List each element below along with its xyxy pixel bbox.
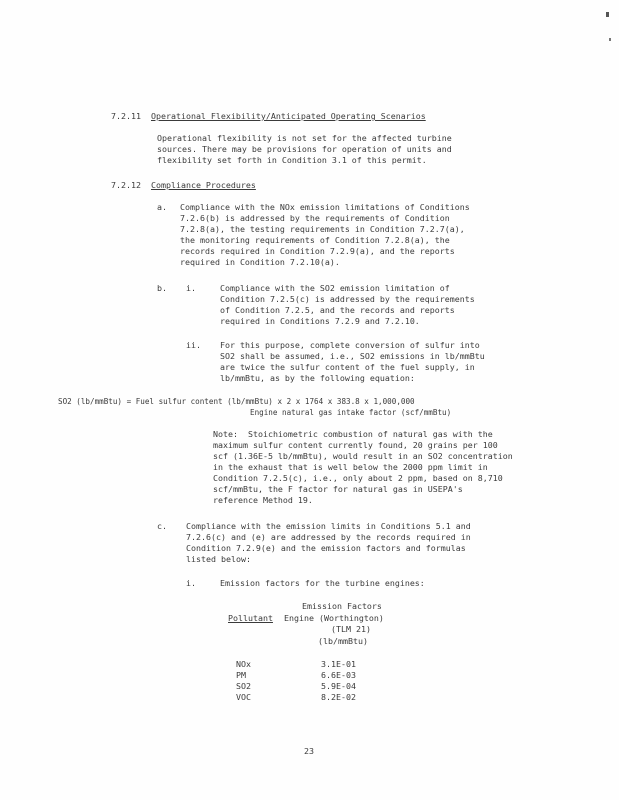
factor-cell: 3.1E-01: [321, 659, 356, 669]
body-line: of Condition 7.2.5, and the records and reports: [220, 305, 455, 315]
section-body-7-2-11: [157, 133, 452, 166]
body-line: flexibility set forth in Condition 3.1 of this permit.: [157, 155, 427, 165]
note-line: reference Method 19.: [213, 495, 313, 505]
body-line: Compliance with the emission limits in Conditions 5.1 and: [186, 521, 471, 531]
body-line: Condition 7.2.9(e) and the emission factors and formulas: [186, 543, 466, 553]
body-line: Compliance with the SO2 emission limitation of: [220, 283, 450, 293]
note-line: Note: Stoichiometric combustion of natural gas with the: [213, 429, 493, 439]
section-title: Compliance Procedures: [150, 180, 256, 190]
factor-cell: 6.6E-03: [321, 670, 356, 680]
item-c-i-text: Emission factors for the turbine engines:: [220, 578, 425, 588]
body-line: 7.2.6(b) is addressed by the requirements of Condition: [180, 213, 450, 223]
item-a-text: [180, 202, 470, 268]
page-number: 23: [304, 746, 314, 756]
so2-equation: [58, 396, 415, 407]
note-line: in the exhaust that is well below the 2000 ppm limit in: [213, 462, 488, 472]
body-line: the monitoring requirements of Condition 7.2.8(a), the: [180, 235, 450, 245]
table-title: Emission Factors: [302, 601, 382, 611]
body-line: 7.2.6(c) and (e) are addressed by the records required in: [186, 532, 471, 542]
section-number: 7.2.11: [111, 111, 141, 121]
item-c-text: [186, 521, 471, 565]
item-b-ii-text: [220, 340, 485, 384]
note-line: scf (1.36E-5 lb/mmBtu), would result in an SO2 concentration: [213, 451, 513, 461]
pollutant-cell: VOC: [236, 692, 251, 702]
factor-cell: 8.2E-02: [321, 692, 356, 702]
item-b-i-text: [220, 283, 475, 327]
section-title: Operational Flexibility/Anticipated Operating Scenarios: [150, 111, 426, 121]
sub-item-label: ii.: [186, 340, 201, 350]
note-line: scf/mmBtu, the F factor for natural gas in USEPA's: [213, 484, 463, 494]
body-line: SO2 shall be assumed, i.e., SO2 emissions in lb/mmBtu: [220, 351, 485, 361]
pollutant-cell: PM: [236, 670, 246, 680]
scan-speck: [606, 12, 609, 17]
pollutant-cell: NOx: [236, 659, 251, 669]
table-row: [236, 659, 251, 703]
section-heading-7-2-11: [111, 111, 426, 122]
pollutant-cell: SO2: [236, 681, 251, 691]
body-line: are twice the sulfur content of the fuel supply, in: [220, 362, 475, 372]
section-heading-7-2-12: [111, 180, 256, 191]
equation-line: SO2 (lb/mmBtu) = Fuel sulfur content (lb/mmBtu) x 2 x 1764 x 383.8 x 1,000,000: [58, 397, 415, 406]
body-line: records required in Condition 7.2.9(a), and the reports: [180, 246, 455, 256]
body-line: required in Conditions 7.2.9 and 7.2.10.: [220, 316, 420, 326]
table-row: [321, 659, 356, 703]
table-header-units: (lb/mmBtu): [318, 636, 368, 646]
so2-equation-denominator: [250, 407, 451, 418]
scan-speck: [609, 38, 611, 41]
item-label: c.: [157, 521, 167, 531]
equation-line: Engine natural gas intake factor (scf/mmBtu): [250, 408, 452, 417]
body-line: 7.2.8(a), the testing requirements in Condition 7.2.7(a),: [180, 224, 465, 234]
body-line: Operational flexibility is not set for the affected turbine: [157, 133, 452, 143]
table-header-pollutant: Pollutant: [228, 613, 273, 623]
body-line: required in Condition 7.2.10(a).: [180, 257, 340, 267]
item-label: b.: [157, 283, 167, 293]
sub-item-label: i.: [186, 578, 196, 588]
body-line: listed below:: [186, 554, 251, 564]
body-line: lb/mmBtu, as by the following equation:: [220, 373, 415, 383]
note-block: [213, 429, 513, 506]
body-line: For this purpose, complete conversion of sulfur into: [220, 340, 480, 350]
note-line: Condition 7.2.5(c), i.e., only about 2 ppm, based on 8,710: [213, 473, 503, 483]
body-line: sources. There may be provisions for operation of units and: [157, 144, 452, 154]
section-number: 7.2.12: [111, 180, 141, 190]
factor-cell: 5.9E-04: [321, 681, 356, 691]
note-line: maximum sulfur content currently found, 20 grains per 100: [213, 440, 498, 450]
body-line: Compliance with the NOx emission limitations of Conditions: [180, 202, 470, 212]
table-header-model: (TLM 21): [331, 624, 371, 634]
body-line: Condition 7.2.5(c) is addressed by the requirements: [220, 294, 475, 304]
item-label: a.: [157, 202, 167, 212]
sub-item-label: i.: [186, 283, 196, 293]
table-header-engine: Engine (Worthington): [284, 613, 384, 623]
